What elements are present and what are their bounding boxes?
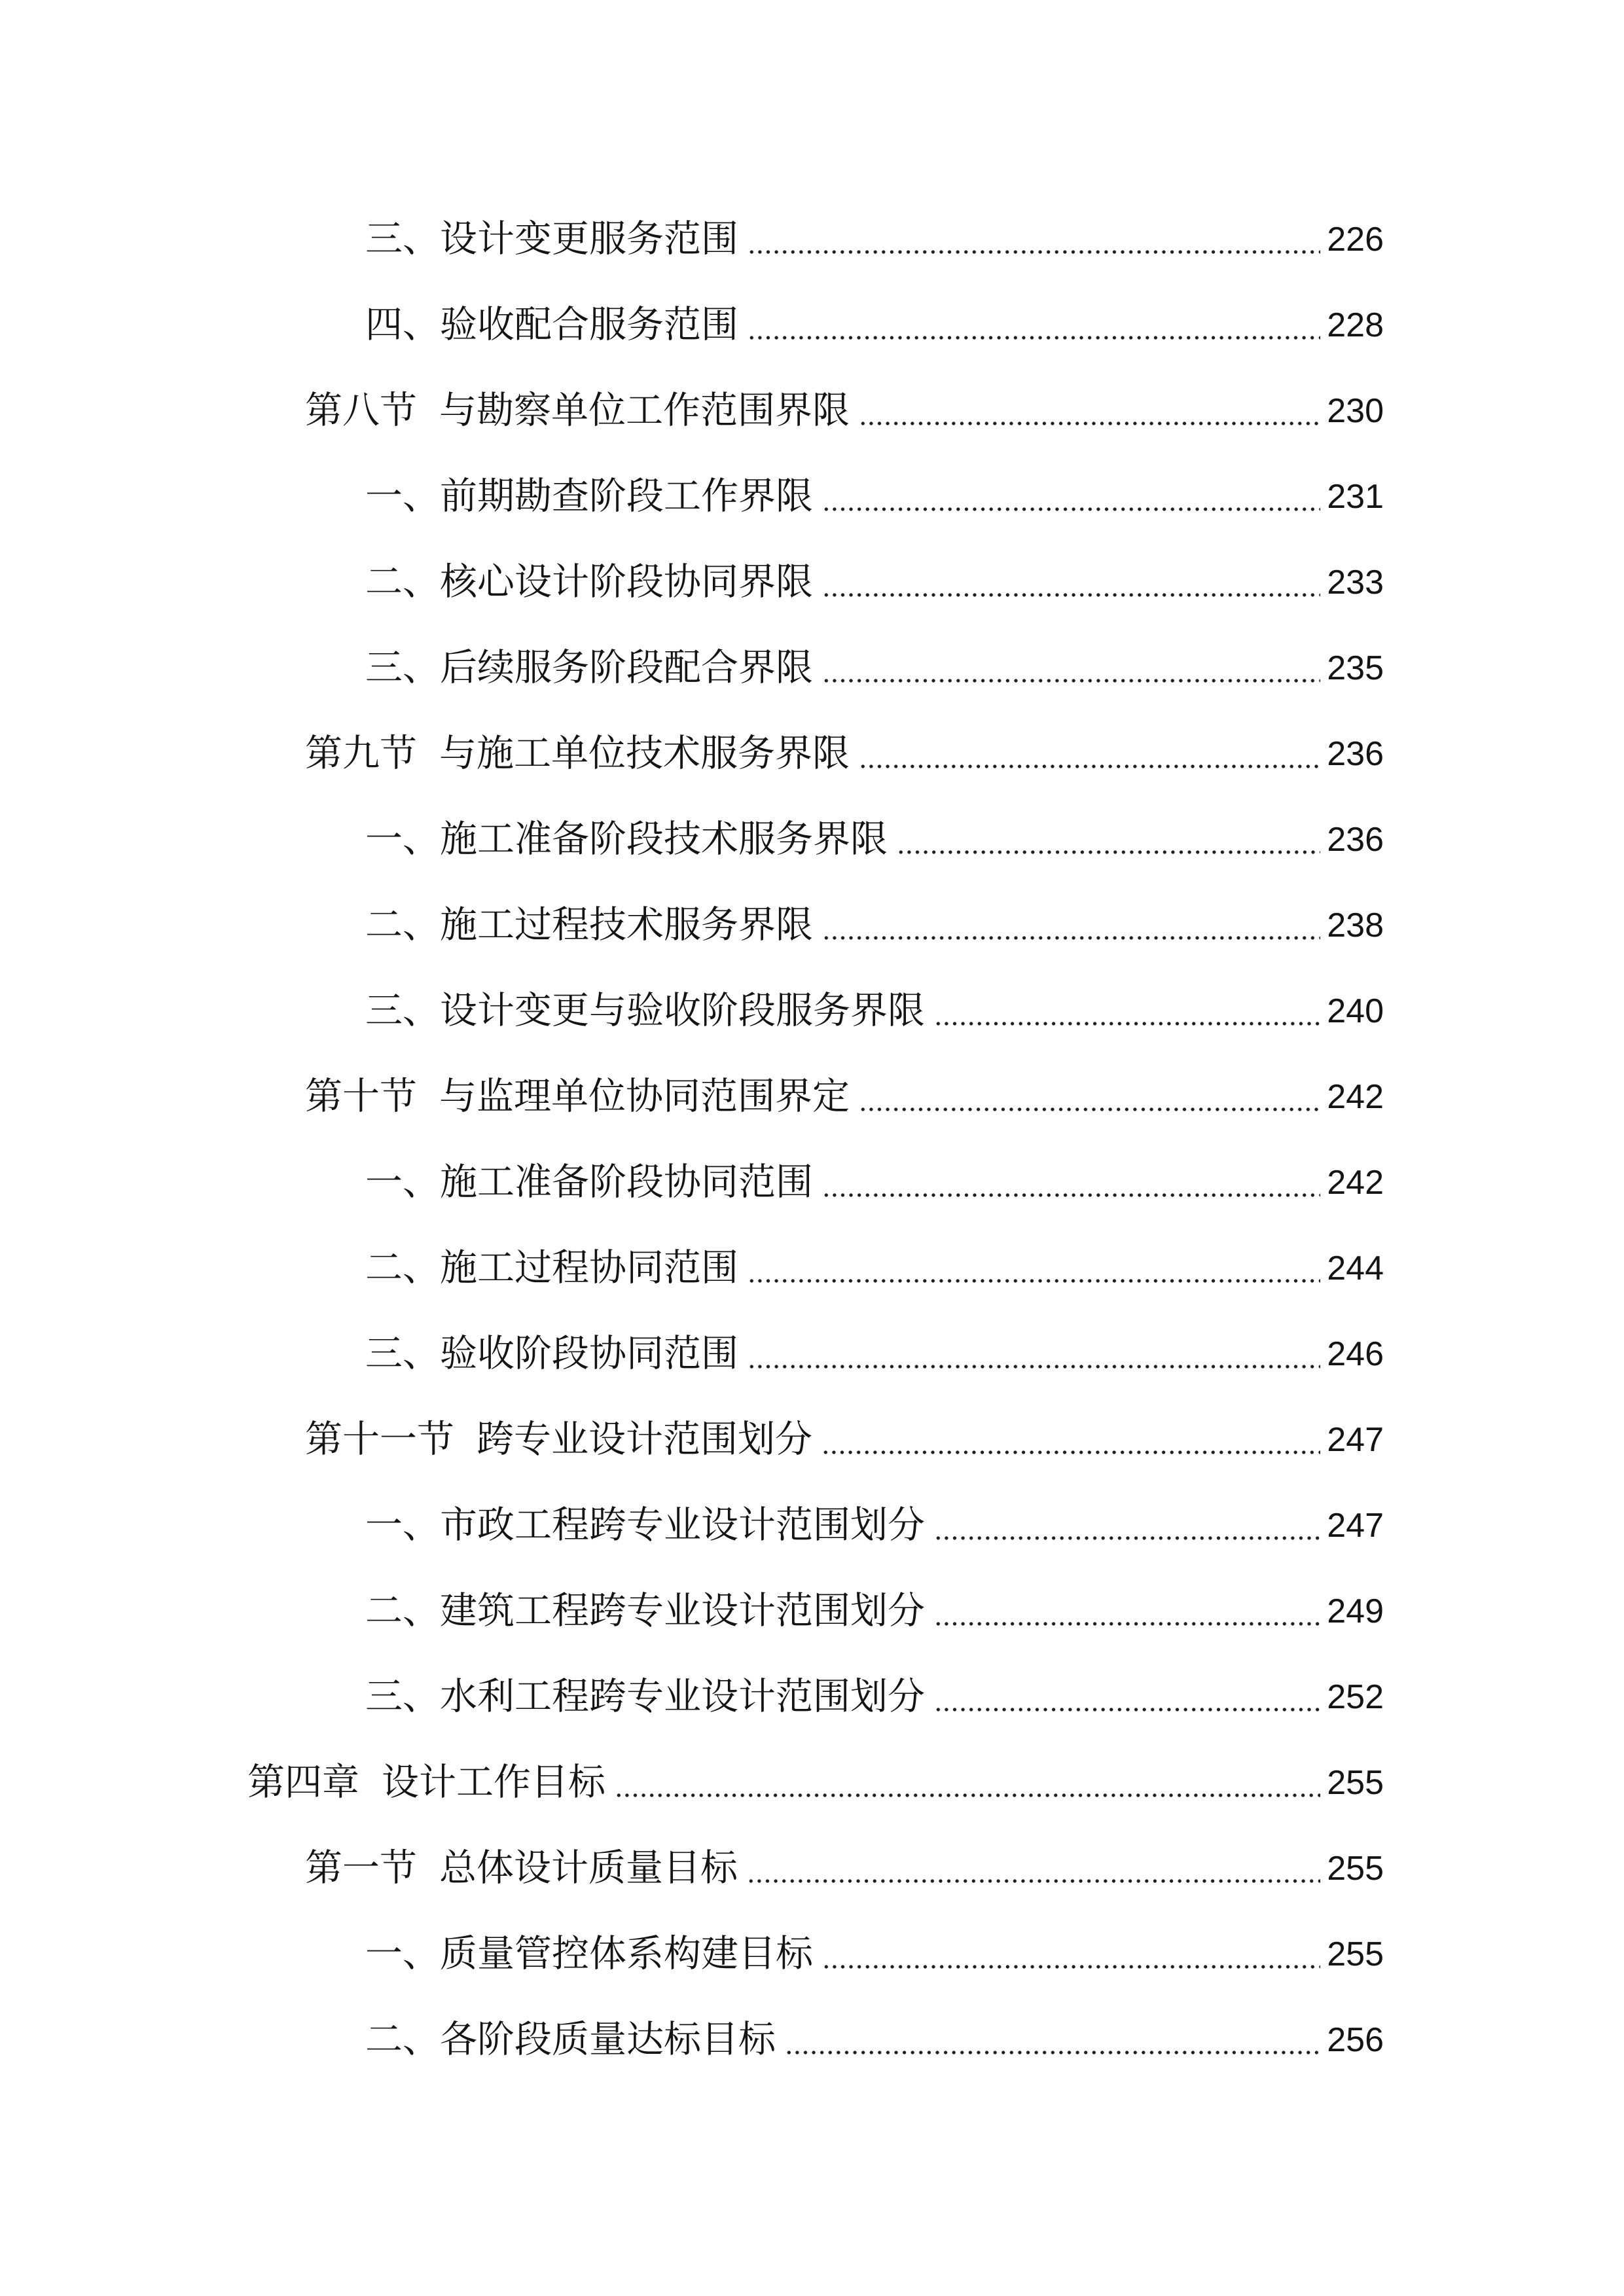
toc-entry-title: 三、后续服务阶段配合界限 — [365, 646, 813, 689]
toc-entry-item[interactable] — [0, 196, 1624, 282]
dot-leader — [748, 1249, 1320, 1287]
toc-entry-item[interactable] — [0, 539, 1624, 625]
toc-entry-item[interactable] — [0, 1139, 1624, 1225]
toc-page-number: 238 — [1327, 906, 1384, 944]
toc-entry-chapter[interactable] — [0, 1740, 1624, 1825]
toc-page-number: 255 — [1327, 1849, 1384, 1888]
toc-entry-title: 三、验收阶段协同范围 — [365, 1332, 738, 1375]
toc-entry-item[interactable] — [0, 1482, 1624, 1568]
toc-entry-item[interactable] — [0, 968, 1624, 1054]
dot-leader — [934, 1507, 1320, 1544]
toc-entry-section[interactable] — [0, 368, 1624, 454]
toc-entry-title: 总体设计质量目标 — [439, 1846, 738, 1890]
toc-entry-title: 一、施工准备阶段协同范围 — [365, 1160, 813, 1204]
toc-entry-item[interactable] — [0, 454, 1624, 539]
toc-page-number: 240 — [1327, 992, 1384, 1030]
toc-page-number: 255 — [1327, 1763, 1384, 1802]
toc-entry-number: 第四章 — [247, 1761, 359, 1804]
toc-entry-number: 第一节 — [305, 1846, 417, 1890]
toc-entry-number: 第十一节 — [305, 1418, 454, 1461]
toc-entry-item[interactable] — [0, 1225, 1624, 1311]
toc-entry-title: 一、前期勘查阶段工作界限 — [365, 475, 813, 518]
toc-entry-section[interactable] — [0, 1054, 1624, 1139]
toc-entry-item[interactable] — [0, 1911, 1624, 1997]
toc-entry-item[interactable] — [0, 797, 1624, 882]
toc-entry-section[interactable] — [0, 1397, 1624, 1482]
toc-entry-number: 第十节 — [305, 1075, 417, 1118]
toc-entry-title: 与施工单位技术服务界限 — [439, 732, 850, 775]
toc-page-number: 236 — [1327, 820, 1384, 859]
toc-entry-title: 与勘察单位工作范围界限 — [439, 389, 850, 432]
toc-page-number: 247 — [1327, 1506, 1384, 1545]
toc-page-number: 242 — [1327, 1077, 1384, 1116]
dot-leader — [859, 735, 1320, 772]
toc-page-number: 244 — [1327, 1249, 1384, 1287]
table-of-contents — [0, 196, 1624, 2083]
toc-entry-item[interactable] — [0, 1654, 1624, 1740]
dot-leader — [822, 478, 1320, 515]
toc-entry-number: 第八节 — [305, 389, 417, 432]
toc-page-number: 228 — [1327, 306, 1384, 344]
toc-entry-title: 与监理单位协同范围界定 — [439, 1075, 850, 1118]
dot-leader — [822, 1935, 1320, 1973]
dot-leader — [615, 1764, 1320, 1801]
dot-leader — [822, 564, 1320, 601]
dot-leader — [859, 392, 1320, 429]
toc-entry-item[interactable] — [0, 1997, 1624, 2083]
toc-entry-item[interactable] — [0, 282, 1624, 368]
toc-page-number: 252 — [1327, 1677, 1384, 1716]
toc-page-number: 236 — [1327, 734, 1384, 773]
dot-leader — [822, 906, 1320, 944]
dot-leader — [934, 1592, 1320, 1630]
toc-entry-title: 一、施工准备阶段技术服务界限 — [365, 817, 888, 861]
toc-entry-item[interactable] — [0, 1568, 1624, 1654]
dot-leader — [897, 821, 1320, 858]
toc-page-number: 256 — [1327, 2020, 1384, 2059]
dot-leader — [821, 1421, 1320, 1458]
toc-page-number: 242 — [1327, 1163, 1384, 1202]
toc-entry-section[interactable] — [0, 711, 1624, 797]
toc-entry-title: 二、建筑工程跨专业设计范围划分 — [365, 1589, 925, 1632]
toc-page-number: 247 — [1327, 1420, 1384, 1459]
toc-page-number: 231 — [1327, 477, 1384, 516]
dot-leader — [859, 1078, 1320, 1115]
toc-page-number: 235 — [1327, 649, 1384, 687]
toc-entry-title: 四、验收配合服务范围 — [365, 303, 738, 346]
toc-page-number: 226 — [1327, 220, 1384, 259]
toc-entry-title: 二、各阶段质量达标目标 — [365, 2018, 776, 2061]
toc-page-number: 255 — [1327, 1935, 1384, 1973]
toc-entry-title: 二、施工过程技术服务界限 — [365, 903, 813, 946]
toc-page-number: 246 — [1327, 1335, 1384, 1373]
toc-entry-item[interactable] — [0, 882, 1624, 968]
toc-entry-title: 二、核心设计阶段协同界限 — [365, 560, 813, 603]
toc-page-number: 233 — [1327, 563, 1384, 601]
dot-leader — [785, 2021, 1320, 2058]
dot-leader — [934, 992, 1320, 1030]
toc-page-number: 249 — [1327, 1592, 1384, 1630]
dot-leader — [748, 221, 1320, 258]
dot-leader — [822, 649, 1320, 687]
toc-entry-title: 跨专业设计范围划分 — [477, 1418, 812, 1461]
dot-leader — [748, 1335, 1320, 1372]
toc-entry-title: 设计工作目标 — [382, 1761, 605, 1804]
toc-entry-title: 三、水利工程跨专业设计范围划分 — [365, 1675, 925, 1718]
toc-entry-title: 三、设计变更服务范围 — [365, 217, 738, 260]
toc-entry-title: 一、市政工程跨专业设计范围划分 — [365, 1503, 925, 1547]
dot-leader — [822, 1164, 1320, 1201]
toc-entry-section[interactable] — [0, 1825, 1624, 1911]
dot-leader — [747, 1850, 1320, 1887]
toc-entry-number: 第九节 — [305, 732, 417, 775]
toc-entry-title: 三、设计变更与验收阶段服务界限 — [365, 989, 925, 1032]
toc-entry-title: 二、施工过程协同范围 — [365, 1246, 738, 1289]
toc-entry-item[interactable] — [0, 1311, 1624, 1397]
toc-entry-title: 一、质量管控体系构建目标 — [365, 1932, 813, 1975]
toc-page-number: 230 — [1327, 391, 1384, 430]
dot-leader — [748, 306, 1320, 344]
toc-entry-item[interactable] — [0, 625, 1624, 711]
dot-leader — [934, 1678, 1320, 1715]
